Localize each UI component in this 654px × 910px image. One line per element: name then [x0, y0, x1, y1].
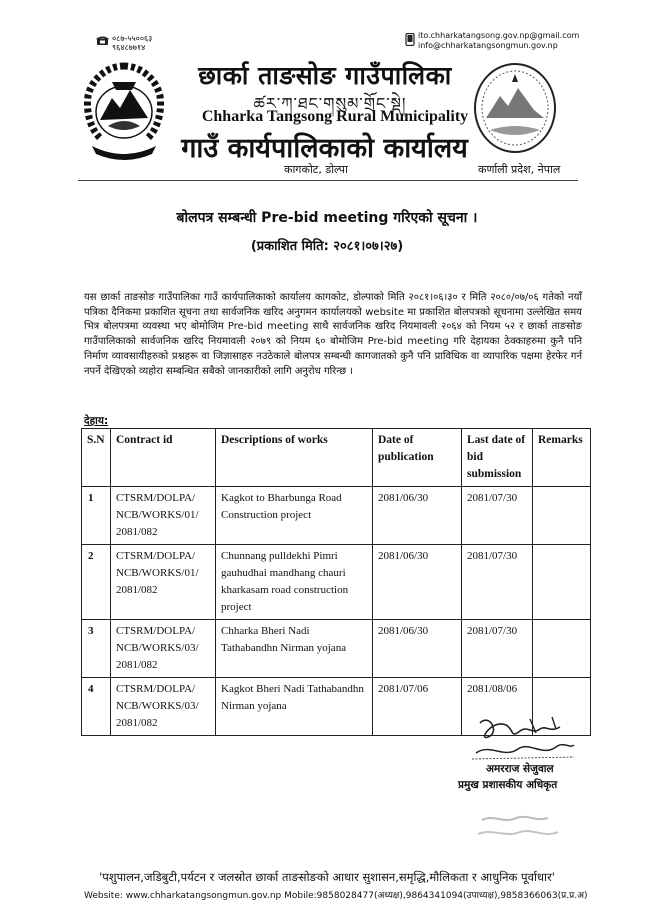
signatory-name: अमरराज सेजुवाल — [486, 763, 554, 775]
column-header: Remarks — [533, 429, 591, 487]
faded-official-stamp — [474, 812, 564, 846]
municipality-name-np: छार्का ताङसोङ गाउँपालिका — [198, 61, 452, 90]
nepal-emblem-logo — [78, 62, 170, 162]
table-row — [82, 620, 591, 678]
works-table — [81, 428, 591, 736]
contract-id: CTSRM/DOLPA/ NCB/WORKS/01/ 2081/082 — [111, 487, 216, 545]
office-location: कागकोट, डोल्पा — [284, 163, 348, 176]
column-header: S.N — [82, 429, 111, 487]
karnali-province-seal-logo — [472, 60, 558, 164]
header-divider — [78, 180, 578, 181]
mobile-phone-icon — [405, 33, 415, 46]
column-header: Last date of bid submission — [462, 429, 533, 487]
publication-date: 2081/06/30 — [373, 620, 462, 678]
last-submission-date: 2081/07/30 — [462, 545, 533, 620]
footer-contact: Website: www.chharkatangsongmun.gov.np Mobile:9858028477(अध्यक्ष),9864341094(उपाध्यक्ष),9858366063(प्र.प्र.अ) — [84, 891, 588, 901]
work-description: Chharka Bheri Nadi Tathabandhn Nirman yojana — [216, 620, 373, 678]
telephone-icon — [96, 35, 109, 46]
table-header-row — [82, 429, 591, 487]
annex-label: देहाय: — [84, 415, 109, 427]
remarks — [533, 545, 591, 620]
footer-slogan: 'पशुपालन,जडिबुटी,पर्यटन र जलस्रोत छार्का ताङसोङको आधार सुशासन,समृद्धि,मौलिकता र आधुनिक पूर्वाधार' — [99, 870, 555, 884]
contract-id: CTSRM/DOLPA/ NCB/WORKS/03/ 2081/082 — [111, 620, 216, 678]
contract-id: CTSRM/DOLPA/ NCB/WORKS/03/ 2081/082 — [111, 678, 216, 736]
remarks — [533, 487, 591, 545]
last-submission-date: 2081/08/06 — [462, 678, 533, 736]
publication-date: 2081/06/30 — [373, 487, 462, 545]
municipality-name-tibetan: ཚར་ཀ་ཐང་གསུམ་གྲོང་སྡེ། — [253, 94, 407, 113]
serial-number: 4 — [82, 678, 111, 736]
last-submission-date: 2081/07/30 — [462, 620, 533, 678]
notice-body: यस छार्का ताङसोङ गाउँपालिका गाउँ कार्यपालिकाको कार्यालय कागकोट, डोल्पाको मिति २०८१।०६।३० र मिति २०८०/०७/०६ गतेको नयाँ पत्रिका दैनिकमा प्रकाशित सूचना तथा सार्वजनिक खरिद अनुगमन कार्यालयको website मा प्रकाशित बोलपत्रको सूचनामा उल्लेखित समय भित्र बोलपत्रमा व्यवस्था भए बोमोजिम Pre-bid meeting साथै सार्वजनिक खरिद नियमावली २०६४ को नियम ५२ र छार्का ताङसोङ गाउँपालिकाको सार्वजनिक खरिद नियमावली २०७९ को नियम ६० बोमोजिम Pre-bid meeting गरि देहायका ठेक्काहरुमा कुनै पनि निर्माण व्यावसायीहरुको प्रश्नहरू वा जिज्ञासाहरु नउठेकाले बोलपत्र सम्बन्धी कागजातको कुनै पनि प्राविधिक वा व्यापारिक पक्षमा हेरफेर गर्न नपर्ने देखिएको व्यहोरा सम्बन्धित सबैको जानकारीको लागि अनुरोध गरिन्छ । — [84, 292, 582, 377]
published-date: (प्रकाशित मिति: २०८१।०७।२७) — [250, 239, 404, 254]
table-row — [82, 487, 591, 545]
work-description: Kagkot to Bharbunga Road Construction project — [216, 487, 373, 545]
last-submission-date: 2081/07/30 — [462, 487, 533, 545]
work-description: Chunnang pulldekhi Pimri gauhudhai mandhang chauri kharkasam road construction project — [216, 545, 373, 620]
table-row — [82, 545, 591, 620]
publication-date: 2081/06/30 — [373, 545, 462, 620]
handwritten-signature — [470, 713, 578, 763]
publication-date: 2081/07/06 — [373, 678, 462, 736]
email-link[interactable]: info@chharkatangsongmun.gov.np — [418, 41, 558, 50]
contract-id: CTSRM/DOLPA/ NCB/WORKS/01/ 2081/082 — [111, 545, 216, 620]
column-header: Descriptions of works — [216, 429, 373, 487]
phone-number: ९६४८७७१४ — [112, 43, 146, 52]
office-title: गाउँ कार्यपालिकाको कार्यालय — [181, 133, 468, 164]
province-location: कर्णाली प्रदेश, नेपाल — [478, 163, 561, 176]
phone-number: ०८७-५५००६३ — [112, 34, 153, 43]
work-description: Kagkot Bheri Nadi Tathabandhn Nirman yojana — [216, 678, 373, 736]
email-link[interactable]: ito.chharkatangsong.gov.np@gmail.com — [418, 31, 580, 40]
serial-number: 2 — [82, 545, 111, 620]
column-header: Contract id — [111, 429, 216, 487]
remarks — [533, 620, 591, 678]
notice-heading: बोलपत्र सम्बन्धी Pre-bid meeting गरिएको सूचना । — [176, 210, 478, 226]
column-header: Date of publication — [373, 429, 462, 487]
serial-number: 1 — [82, 487, 111, 545]
signatory-title: प्रमुख प्रशासकीय अधिकृत — [458, 779, 558, 791]
serial-number: 3 — [82, 620, 111, 678]
municipality-name-en: Chharka Tangsong Rural Municipality — [201, 108, 469, 125]
